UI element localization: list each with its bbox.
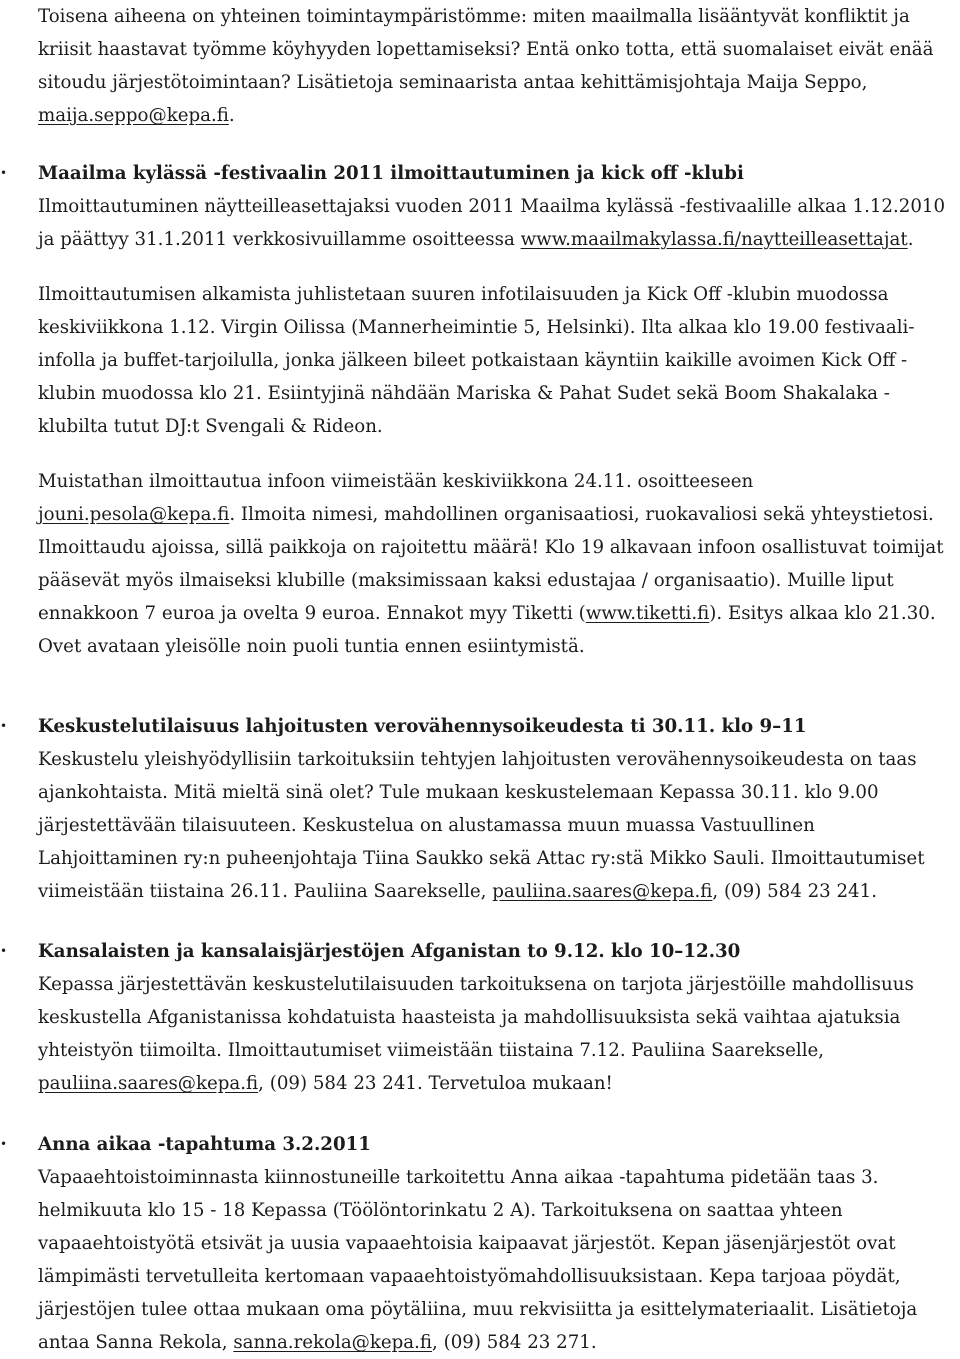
- discussion-bullet: •: [0, 719, 8, 733]
- afghanistan-email-link[interactable]: pauliina.saares@kepa.fi: [38, 1073, 259, 1094]
- intro-paragraph: [38, 0, 954, 132]
- festival-p3-text-1: Muistathan ilmoittautua infoon viimeistään keskiviikkona 24.11. osoitteeseen: [38, 471, 754, 492]
- festival-p1-text: Ilmoittautuminen näytteilleasettajaksi vuoden 2011 Maailma kylässä -festivaalille alkaa 1.12.2010 ja päättyy 31.1.2011 verkkosivuillamme osoitteessa: [38, 196, 946, 250]
- anna-aikaa-title: Anna aikaa -tapahtuma 3.2.2011: [38, 1134, 371, 1155]
- discussion-title: Keskustelutilaisuus lahjoitusten verovähennysoikeudesta ti 30.11. klo 9–11: [38, 716, 807, 737]
- intro-line-2: kriisit haastavat työmme köyhyyden lopettamiseksi? Entä onko totta, että suomalaiset eivät enää: [38, 39, 934, 60]
- afghanistan-paragraph: [38, 968, 954, 1100]
- festival-website-link[interactable]: www.maailmakylassa.fi/naytteilleasettajat: [520, 229, 908, 250]
- intro-text: [38, 0, 954, 132]
- festival-registration-paragraph: [38, 190, 954, 256]
- anna-aikaa-text-1: Vapaaehtoistoiminnasta kiinnostuneille tarkoitettu Anna aikaa -tapahtuma pidetään taas 3. helmikuuta klo 15 - 18 Kepassa (Töölöntorinkatu 2 A). Tarkoituksena on saattaa yhteen vapaaehtoistyötä etsivät ja uusia vapaaehtoisia kaipaavat järjestöt. Kepan jäsenjärjestöt ovat lämpimästi tervetulleita kertomaan vapaaehtoistyömahdollisuuksistaan. Kepa tarjoaa pöydät, järjestöjen tulee ottaa mukaan oma pöytäliina, muu rekvisiitta ja esittelymateriaalit. Lisätietoja antaa Sanna Rekola,: [38, 1167, 918, 1353]
- festival-email-link[interactable]: jouni.pesola@kepa.fi: [38, 504, 230, 525]
- intro-email-suffix: .: [228, 105, 235, 126]
- anna-aikaa-section: [38, 1128, 954, 1359]
- intro-email-link[interactable]: maija.seppo@kepa.fi: [38, 105, 229, 126]
- intro-line-1: Toisena aiheena on yhteinen toimintaympäristömme: miten maailmalla lisääntyvät konfliktit ja: [38, 6, 910, 27]
- festival-info-paragraph: [38, 465, 954, 663]
- festival-p3-text-3: ). Esitys alkaa klo 21.30. Ovet avataan yleisölle noin puoli tuntia ennen esiintymistä.: [38, 603, 936, 657]
- festival-p3-text-2: . Ilmoita nimesi, mahdollinen organisaatiosi, ruokavaliosi sekä yhteystietosi. Ilmoittaudu ajoissa, sillä paikkoja on rajoitettu määrä! Klo 19 alkavaan infoon osallistuvat toimijat pääsevät myös ilmaiseksi klubille (maksimissaan kaksi edustajaa / organisaatio). Muille liput ennakkoon 7 euroa ja ovelta 9 euroa. Ennakot myy Tiketti (: [38, 504, 944, 624]
- discussion-text-2: , (09) 584 23 241.: [712, 881, 877, 902]
- anna-aikaa-text-2: , (09) 584 23 271.: [432, 1332, 597, 1353]
- festival-kickoff-paragraph: Ilmoittautumisen alkamista juhlistetaan suuren infotilaisuuden ja Kick Off -klubin muodossa keskiviikkona 1.12. Virgin Oilissa (Mannerheimintie 5, Helsinki). Ilta alkaa klo 19.00 festivaali-infolla ja buffet-tarjoilulla, jonka jälkeen bileet potkaistaan käyntiin kaikille avoimen Kick Off -klubin muodossa klo 21. Esiintyjinä nähdään Mariska & Pahat Sudet sekä Boom Shakalaka -klubilta tutut DJ:t Svengali & Rideon.: [38, 284, 915, 437]
- anna-aikaa-paragraph: [38, 1161, 954, 1359]
- discussion-paragraph: [38, 743, 954, 908]
- tiketti-link[interactable]: www.tiketti.fi: [585, 603, 710, 624]
- anna-aikaa-bullet: •: [0, 1137, 8, 1151]
- anna-aikaa-email-link[interactable]: sanna.rekola@kepa.fi: [233, 1332, 433, 1353]
- afghanistan-bullet: •: [0, 944, 8, 958]
- intro-line-3: sitoudu järjestötoimintaan? Lisätietoja seminaarista antaa kehittämisjohtaja Maija Seppo,: [38, 72, 868, 93]
- discussion-text-1: Keskustelu yleishyödyllisiin tarkoituksiin tehtyjen lahjoitusten verovähennysoikeudesta on taas ajankohtaista. Mitä mieltä sinä olet? Tule mukaan keskustelemaan Kepassa 30.11. klo 9.00 järjestettävään tilaisuuteen. Keskustelua on alustamassa muun muassa Vastuullinen Lahjoittaminen ry:n puheenjohtaja Tiina Saukko sekä Attac ry:stä Mikko Sauli. Ilmoittautumiset viimeistään tiistaina 26.11. Pauliina Saarekselle,: [38, 749, 925, 902]
- festival-section: [38, 157, 954, 663]
- afghanistan-text-1: Kepassa järjestettävän keskustelutilaisuuden tarkoituksena on tarjota järjestöille mahdollisuus keskustella Afganistanissa kohdatuista haasteista ja mahdollisuuksista sekä vaihtaa ajatuksia yhteistyön tiimoilta. Ilmoittautumiset viimeistään tiistaina 7.12. Pauliina Saarekselle,: [38, 974, 914, 1061]
- discussion-section: [38, 710, 954, 908]
- discussion-email-link[interactable]: pauliina.saares@kepa.fi: [492, 881, 713, 902]
- afghanistan-title: Kansalaisten ja kansalaisjärjestöjen Afganistan to 9.12. klo 10–12.30: [38, 941, 741, 962]
- festival-title: Maailma kylässä -festivaalin 2011 ilmoittautuminen ja kick off -klubi: [38, 163, 744, 184]
- festival-bullet: •: [0, 166, 8, 180]
- afghanistan-section: [38, 935, 954, 1100]
- festival-p1-suffix: .: [907, 229, 914, 250]
- afghanistan-text-2: , (09) 584 23 241. Tervetuloa mukaan!: [258, 1073, 613, 1094]
